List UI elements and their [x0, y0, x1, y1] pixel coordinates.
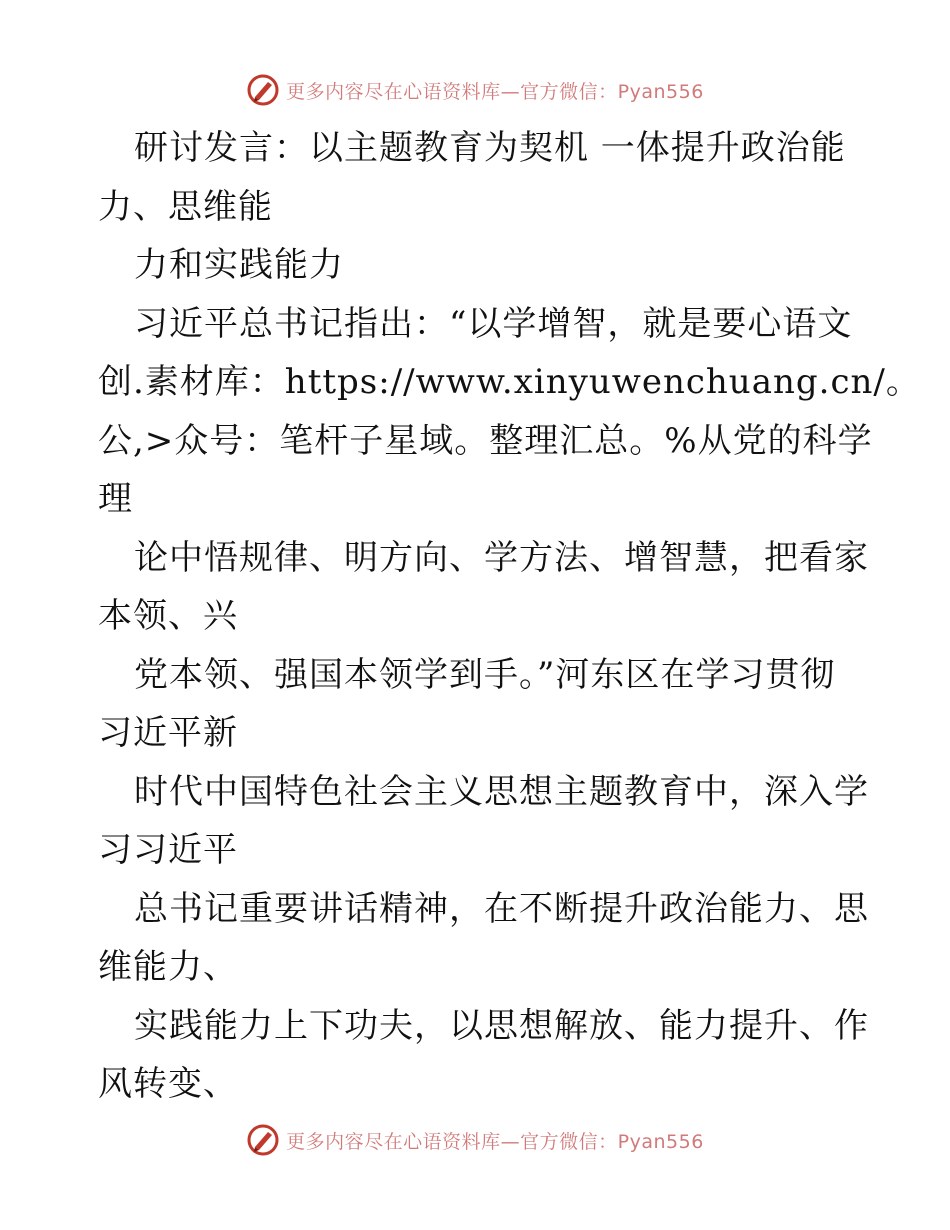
- document-body: [98, 119, 921, 1114]
- body-line: 公,>众号：笔杆子星域。整理汇总。%从党的科学: [98, 420, 873, 461]
- header-watermark-text: 更多内容尽在心语资料库—官方微信：Pyan556: [286, 80, 704, 103]
- body-line: 维能力、: [98, 947, 238, 987]
- body-line: 创.素材库：https://www.xinyuwenchuang.cn/。: [98, 362, 921, 402]
- body-line: 研讨发言：以主题教育为契机 一体提升政治能: [134, 128, 846, 168]
- body-line: 论中悟规律、明方向、学方法、增智慧，把看家: [134, 537, 869, 578]
- body-line: 习习近平: [98, 830, 238, 870]
- body-line: 时代中国特色社会主义思想主题教育中，深入学: [134, 771, 869, 812]
- body-line: 力、思维能: [98, 186, 273, 227]
- body-line: 本领、兴: [98, 596, 238, 636]
- footer-watermark-text: 更多内容尽在心语资料库—官方微信：Pyan556: [286, 1130, 704, 1153]
- header-watermark: [0, 70, 950, 110]
- body-line: 风转变、: [98, 1064, 238, 1104]
- body-line: 习近平新: [98, 713, 238, 753]
- body-line: 实践能力上下功夫，以思想解放、能力提升、作: [134, 1005, 869, 1046]
- footer-watermark: [0, 1120, 950, 1160]
- pen-circle-logo-icon: [246, 1123, 280, 1157]
- body-line: 总书记重要讲话精神，在不断提升政治能力、思: [134, 888, 869, 929]
- body-line: 力和实践能力: [134, 245, 344, 285]
- body-line: 理: [98, 479, 133, 519]
- pen-circle-logo-icon: [246, 73, 280, 107]
- body-line: 习近平总书记指出：“以学增智，就是要心语文: [134, 303, 853, 344]
- body-line: 党本领、强国本领学到手。”河东区在学习贯彻: [134, 654, 836, 695]
